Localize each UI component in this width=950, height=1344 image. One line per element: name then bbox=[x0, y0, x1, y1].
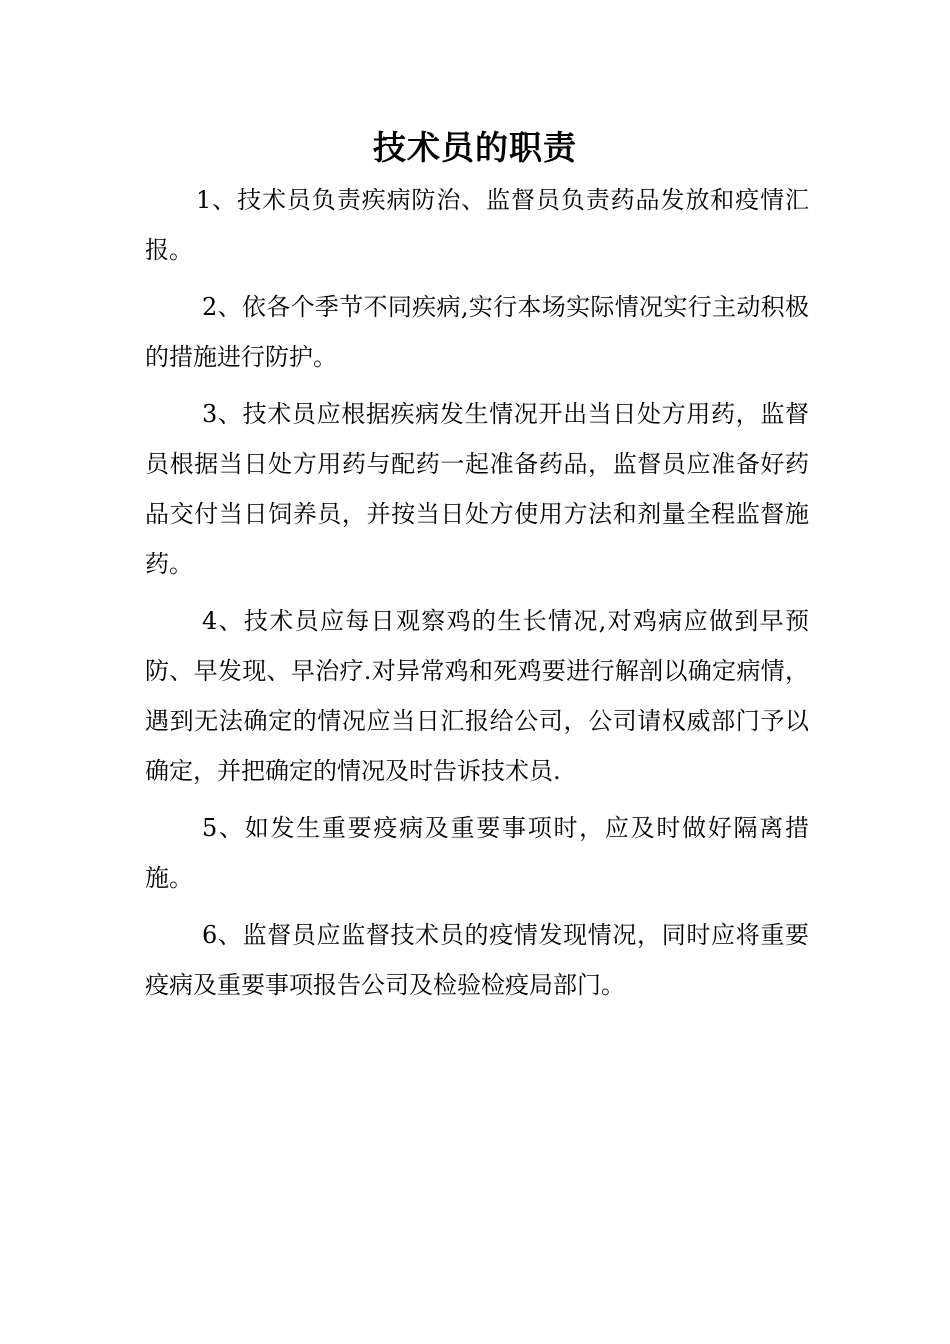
paragraph-4: 4、技术员应每日观察鸡的生长情况,对鸡病应做到早预防、早发现、早治疗.对异常鸡和死鸡要进行解剖以确定病情，遇到无法确定的情况应当日汇报给公司，公司请权威部门予以确定，并把确定的情况及时告诉技术员. bbox=[145, 607, 809, 785]
paragraph-1: 1、技术员负责疾病防治、监督员负责药品发放和疫情汇报。 bbox=[145, 186, 809, 264]
paragraph-2: 2、依各个季节不同疾病,实行本场实际情况实行主动积极的措施进行防护。 bbox=[145, 293, 809, 371]
paragraph-5: 5、如发生重要疫病及重要事项时，应及时做好隔离措施。 bbox=[145, 814, 809, 892]
document-title: 技术员的职责 bbox=[373, 128, 577, 167]
paragraph-3: 3、技术员应根据疾病发生情况开出当日处方用药，监督员根据当日处方用药与配药一起准备药品，监督员应准备好药品交付当日饲养员，并按当日处方使用方法和剂量全程监督施药。 bbox=[145, 400, 809, 578]
paragraph-6: 6、监督员应监督技术员的疫情发现情况，同时应将重要疫病及重要事项报告公司及检验检疫局部门。 bbox=[145, 921, 809, 999]
document-body bbox=[145, 175, 809, 1017]
